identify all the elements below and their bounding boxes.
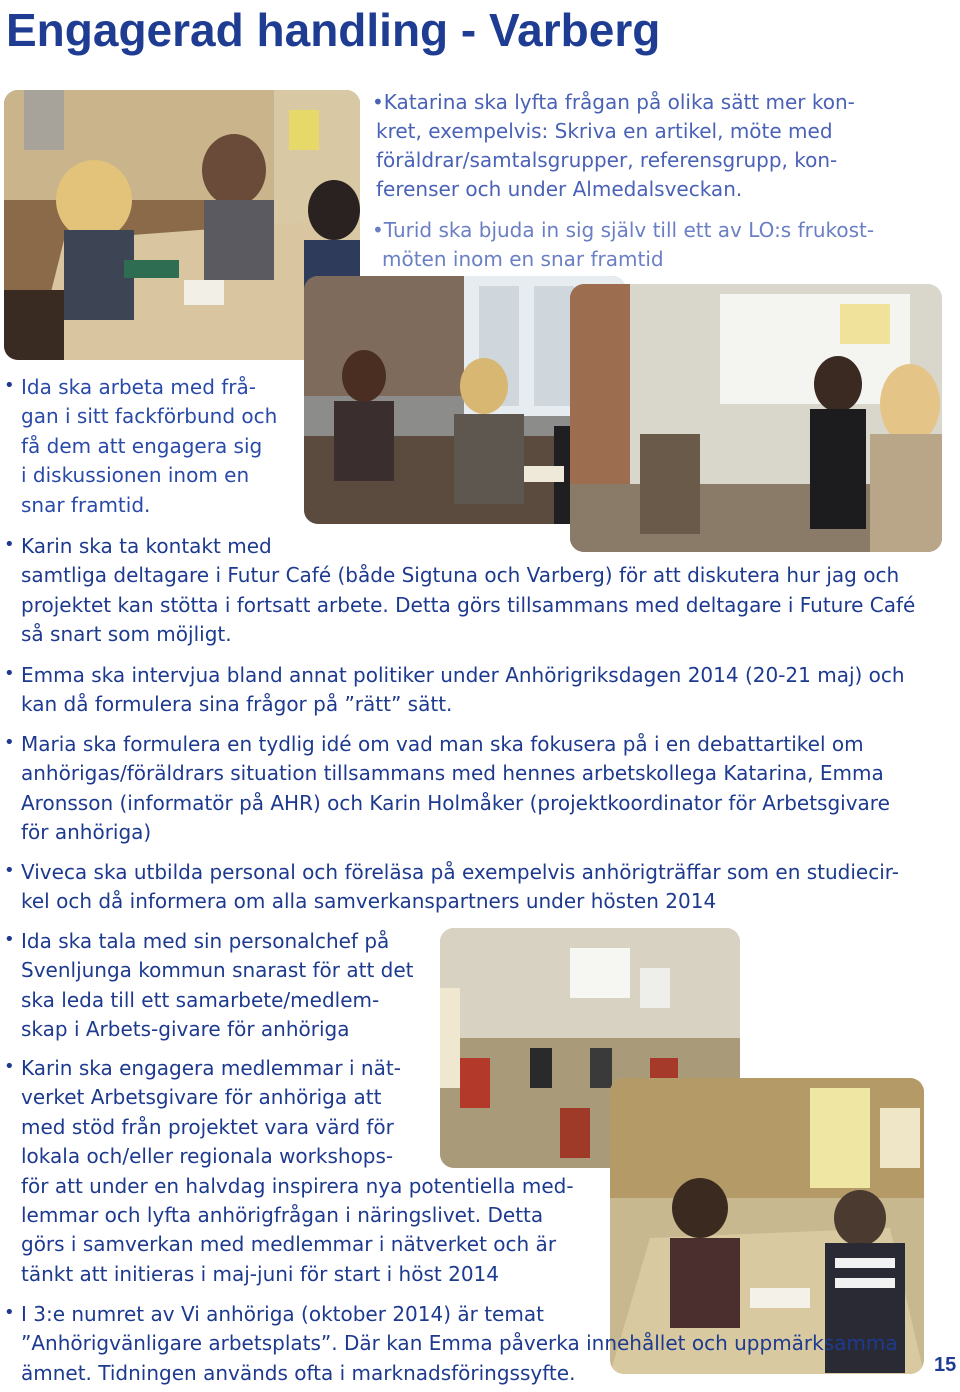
bullet-ida-manager: Ida ska tala med sin personalchef på Svenljunga kommun snarast för att det ska leda till ett samarbete/medlem- skap i Arbets-givare för anhöriga: [21, 929, 414, 1042]
page-number: 15: [934, 1354, 957, 1376]
bullet-marker: •: [4, 929, 15, 950]
bullet-marker: •: [4, 1302, 15, 1323]
bullet-emma-interview: Emma ska intervjua bland annat politiker under Anhörigriksdagen 2014 (20-21 maj) och kan då formulera sina frågor på ”rätt” sätt.: [21, 663, 905, 717]
bullet-marker: •: [372, 90, 384, 114]
bullet-vi-anhoriga: I 3:e numret av Vi anhöriga (oktober 2014) är temat ”Anhörigvänligare arbetsplats”. Där kan Emma påverka innehållet och uppmärksamma ämnet. Tidningen används ofta i marknadsföringssyfte.: [21, 1302, 898, 1385]
bullet-marker: •: [4, 732, 15, 753]
bullet-marker: •: [4, 1056, 15, 1077]
bullet-marker: •: [4, 534, 15, 555]
page-title: Engagerad handling - Varberg: [6, 4, 661, 56]
bullet-ida-union: Ida ska arbeta med frå- gan i sitt fackförbund och få dem att engagera sig i diskussionen inom en snar framtid.: [21, 375, 278, 517]
right-bullet-katarina: •Katarina ska lyfta frågan på olika sätt mer kon- kret, exempelvis: Skriva en artikel, möte med föräldrar/samtalsgrupper, referensgrupp, kon- ferenser och under Almedalsveckan.: [372, 90, 855, 201]
bullet-marker: •: [4, 663, 15, 684]
bullet-maria-article: Maria ska formulera en tydlig idé om vad man ska fokusera på i en debattartikel om anhörigas/föräldrars situation tillsammans med hennes arbetskollega Katarina, Emma Aronsson (informatör på AHR) och Karin Holmåker (projektkoordinator för Arbetsgivare för anhöriga): [21, 732, 890, 845]
workshop-photo-presenter: [570, 284, 942, 552]
bullet-marker: •: [4, 375, 15, 396]
bullet-marker: •: [372, 218, 384, 242]
bullet-karin-contact: Karin ska ta kontakt med samtliga deltagare i Futur Café (både Sigtuna och Varberg) för att diskutera hur jag och projektet kan stötta i fortsatt arbete. Detta görs tillsammans med deltagare i Future Café så snart som möjligt.: [21, 534, 916, 647]
bullet-karin-network: Karin ska engagera medlemmar i nät- verket Arbetsgivare för anhöriga att med stöd från projektet vara värd för lokala och/eller regionala workshops- för att under en halvdag inspirera nya potentiella med- lemmar och lyfta anhörigfrågan i näringslivet. Detta görs i samverkan med medlemmar i nätverket och är tänkt att initieras i maj-juni för start i höst 2014: [21, 1056, 574, 1286]
right-bullet-turid: •Turid ska bjuda in sig själv till ett av LO:s frukost- möten inom en snar framtid: [372, 218, 875, 271]
bullet-marker: •: [4, 860, 15, 881]
bullet-viveca-training: Viveca ska utbilda personal och föreläsa på exempelvis anhörigträffar som en studiecir- kel och då informera om alla samverkanspartners under hösten 2014: [21, 860, 899, 914]
